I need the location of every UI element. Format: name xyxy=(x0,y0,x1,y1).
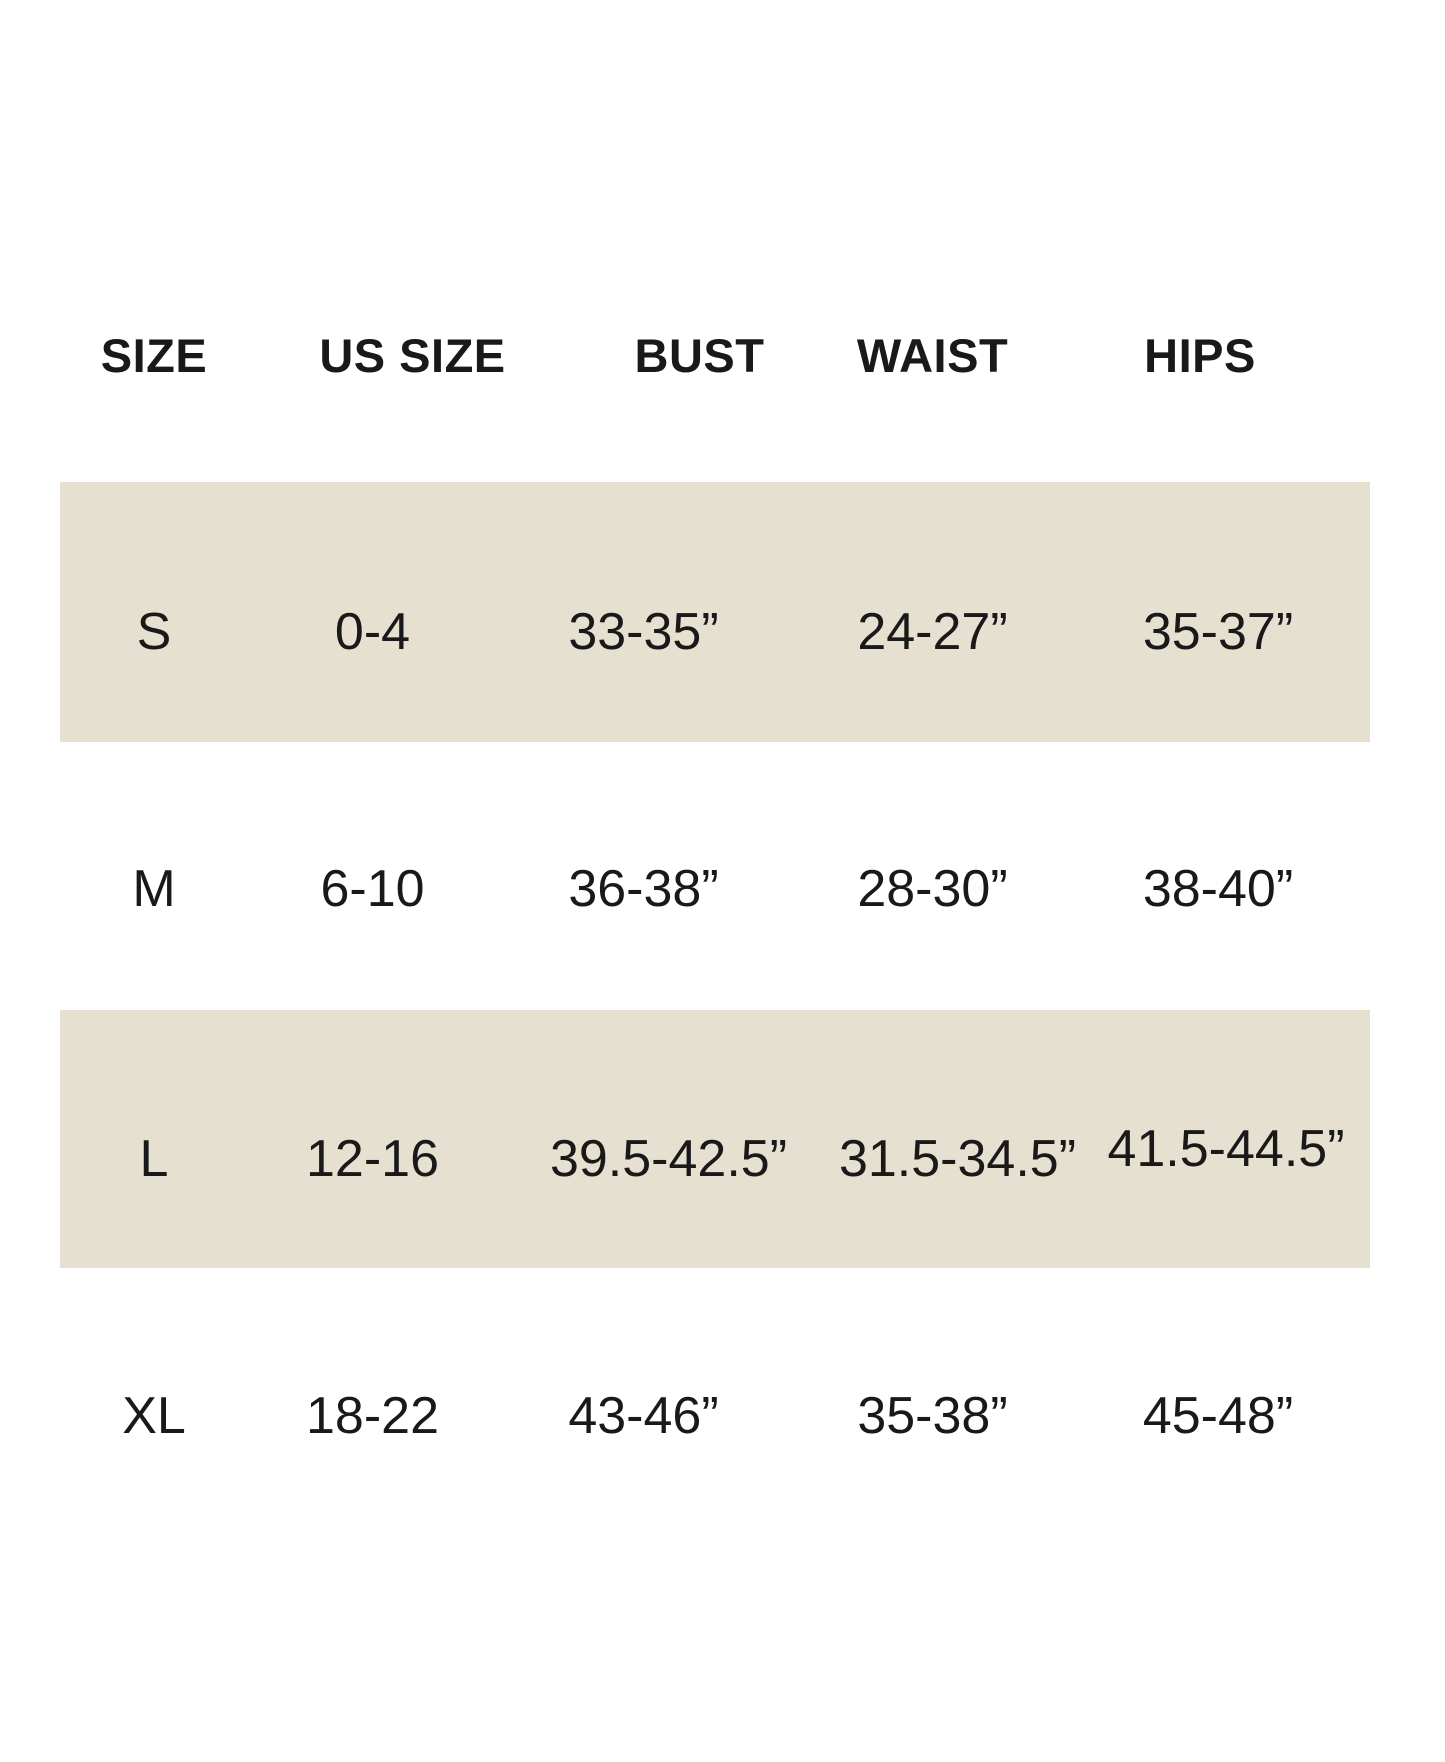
cell-hips: 35-37” xyxy=(1142,603,1294,661)
cell-waist: 28-30” xyxy=(857,860,1008,918)
column-header-us-size: US SIZE xyxy=(319,328,506,382)
cell-waist: 24-27” xyxy=(857,603,1008,661)
column-header-hips: HIPS xyxy=(1144,328,1256,382)
cell-hips: 45-48” xyxy=(1142,1387,1294,1445)
cell-us-size: 18-22 xyxy=(306,1387,439,1445)
cell-size: M xyxy=(132,860,176,918)
cell-us-size: 12-16 xyxy=(306,1130,439,1188)
cell-waist: 31.5-34.5” xyxy=(838,1130,1077,1188)
cell-us-size: 0-4 xyxy=(334,603,411,661)
cell-bust: 39.5-42.5” xyxy=(549,1130,788,1188)
table-header-row xyxy=(60,310,1361,400)
cell-waist: 35-38” xyxy=(857,1387,1008,1445)
table-row-xl xyxy=(0,1266,1445,1526)
table-row-l xyxy=(0,1010,1445,1268)
table-row-m xyxy=(0,739,1445,999)
cell-bust: 43-46” xyxy=(568,1387,719,1445)
column-header-size: SIZE xyxy=(100,328,208,382)
column-header-waist: WAIST xyxy=(856,328,1009,382)
cell-size: XL xyxy=(122,1387,186,1445)
table-row-s xyxy=(0,482,1445,742)
cell-size: S xyxy=(136,603,172,661)
cell-size: L xyxy=(139,1130,169,1188)
cell-hips: 41.5-44.5” xyxy=(1107,1120,1345,1178)
cell-bust: 36-38” xyxy=(568,860,719,918)
cell-hips: 38-40” xyxy=(1142,860,1294,918)
column-header-bust: BUST xyxy=(634,328,765,382)
cell-bust: 33-35” xyxy=(568,603,719,661)
cell-us-size: 6-10 xyxy=(320,860,425,918)
